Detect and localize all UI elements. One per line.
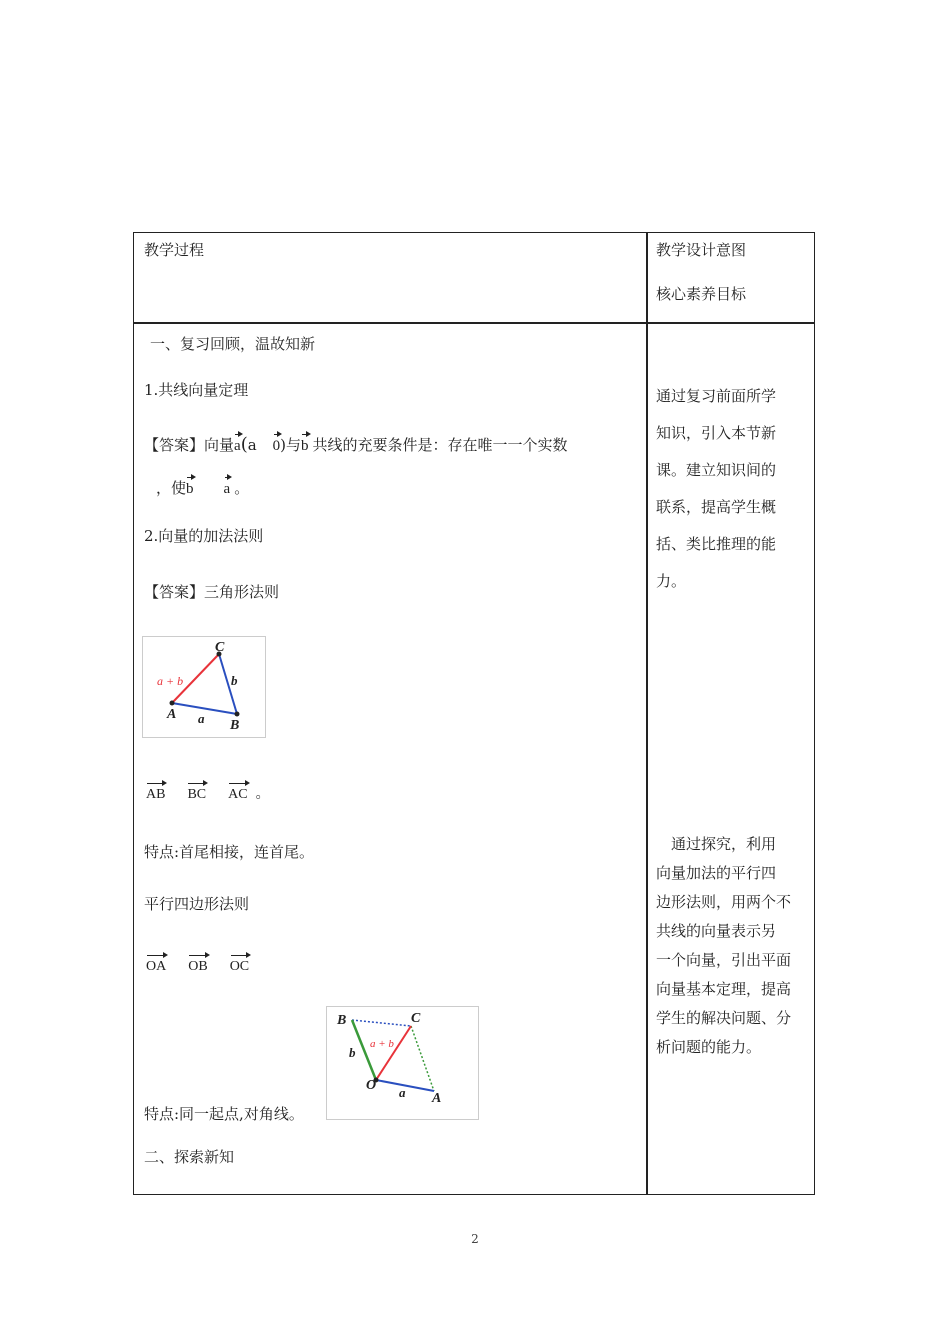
intent-block-review [656,378,806,600]
parallelogram-rule: 平行四边形法则 [144,895,250,913]
feature-triangle: 特点:首尾相接，连首尾。 [144,843,315,861]
intent-line: 向量基本定理，提高 [656,980,792,998]
header-divider [133,322,815,324]
intent-line: 知识，引入本节新 [656,424,777,442]
triangle-rule-figure [142,636,266,738]
vector-a-2: a [223,481,231,497]
intent-line: 课。建立知识间的 [656,461,777,479]
intent-line: 学生的解决问题、分 [656,1009,792,1027]
label-b: B [337,1013,347,1028]
feature-parallelogram: 特点:同一起点,对角线。 [144,1105,304,1123]
equation-parallelogram [146,956,249,977]
vector-a-line [172,703,237,714]
vector-ob: OB [188,957,207,977]
page-number: 2 [471,1232,479,1246]
label-c: C [215,640,225,655]
intent-line: 向量加法的平行四 [656,864,777,882]
answer-collinear-line2: ，使b a 。 [156,479,250,497]
point-a [170,701,175,706]
item-vector-addition: 2.向量的加法法则 [144,527,264,545]
intent-line: 通过探究，利用 [656,835,777,853]
vector-ab: AB [146,785,165,805]
answer-triangle-rule: 【答案】三角形法则 [144,583,280,601]
vector-b: b [301,438,309,454]
edge-ca [411,1026,434,1091]
answer-collinear: 【答案】向量a(a 0)与b 共线的充要条件是：存在唯一一个实数 [144,434,568,455]
vector-ob-line [352,1020,376,1080]
header-design-intent: 教学设计意图 [656,241,747,259]
label-vec-b: b [231,673,238,688]
label-vec-a: a [198,711,205,726]
intent-line: 一个向量，引出平面 [656,951,792,969]
intent-line: 析问题的能力。 [656,1038,762,1056]
label-b: B [230,718,240,733]
label-a-plus-b: a + b [370,1038,394,1050]
label-o: O [366,1078,377,1093]
vector-oa: OA [146,957,166,977]
header-core-goal: 核心素养目标 [656,285,747,303]
vector-b-2: b [186,481,194,497]
intent-line: 边形法则，用两个不 [656,893,792,911]
vector-a: a [234,438,241,454]
edge-bc [352,1020,411,1026]
label-a-plus-b: a + b [157,674,184,688]
section-review: 一、复习回顾，温故知新 [150,335,316,353]
label-vec-a: a [399,1085,406,1100]
section-explore: 二、探索新知 [144,1148,235,1166]
label-c: C [411,1011,421,1026]
label-vec-b: b [349,1045,356,1060]
intent-block-explore [656,830,806,1062]
intent-line: 通过复习前面所学 [656,387,777,405]
column-divider [646,232,648,1195]
intent-line: 共线的向量表示另 [656,922,777,940]
vector-oc: OC [230,957,249,977]
label-a: A [167,707,177,722]
equation-triangle: AB BC AC 。 [146,784,270,805]
triangle-rule-diagram [143,637,265,737]
vector-bc: BC [187,785,206,805]
zero-vector: 0 [272,438,281,454]
label-a: A [432,1091,442,1106]
intent-line: 括、类比推理的能 [656,535,777,553]
item-collinear-theorem: 1.共线向量定理 [144,381,249,399]
header-teaching-process: 教学过程 [144,241,205,259]
intent-line: 力。 [656,572,687,590]
vector-oc-line [376,1026,411,1080]
parallelogram-rule-figure [326,1006,479,1120]
vector-ac: AC [228,785,247,805]
intent-line: 联系，提高学生概 [656,498,777,516]
parallelogram-diagram [327,1007,478,1119]
point-b [235,712,240,717]
